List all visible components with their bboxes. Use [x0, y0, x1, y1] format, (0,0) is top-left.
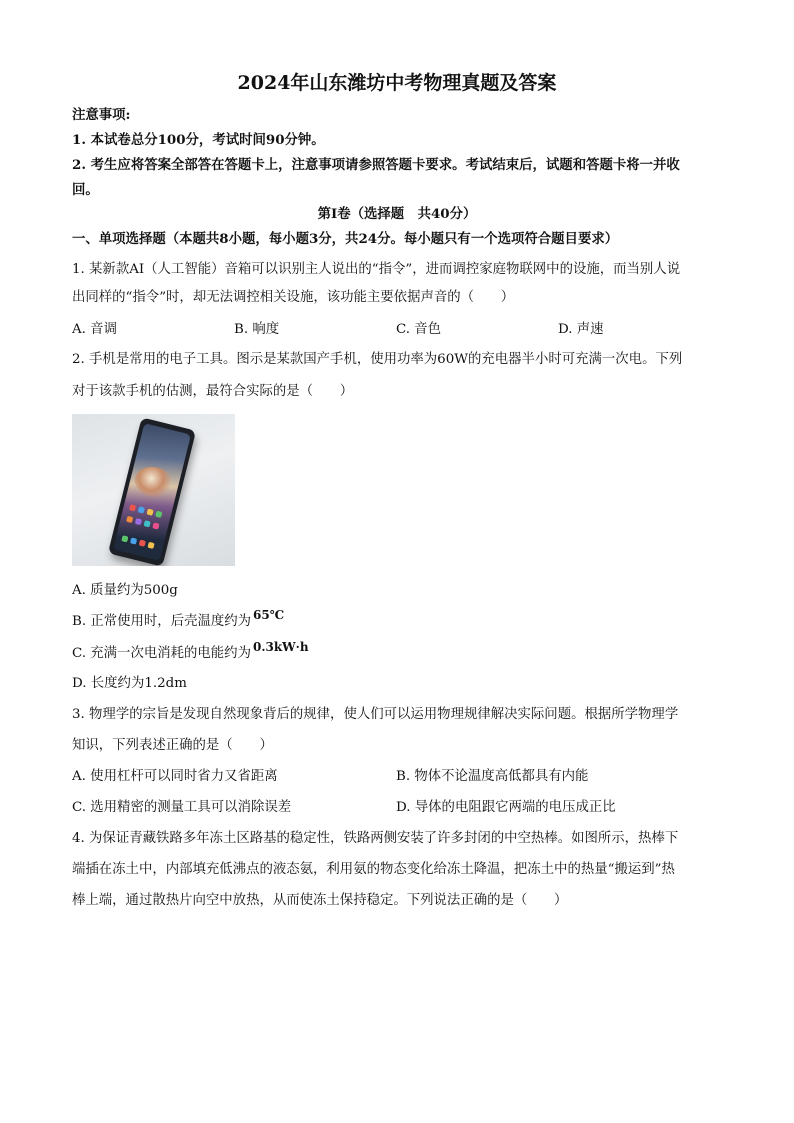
phone-photo [72, 414, 235, 566]
question-1-line-1: 1. 某新款AI（人工智能）音箱可以识别主人说出的“指令”，进而调控家庭物联网中的设施，而当别人说 [72, 262, 681, 277]
question-1-line-2: 出同样的“指令”时，却无法调控相关设施，该功能主要依据声音的（ ） [72, 290, 515, 305]
question-3-option-c: C. 选用精密的测量工具可以消除误差 [72, 800, 292, 815]
question-2-option-b-formula: 65℃ [253, 608, 285, 622]
part-heading: 第Ⅰ卷（选择题 共40分） [317, 206, 477, 222]
question-1-option-d: D. 声速 [558, 322, 604, 337]
notice-item-2-line-1: 2. 考生应将答案全部答在答题卡上，注意事项请参照答题卡要求。考试结束后，试题和答题卡将一并收 [72, 157, 680, 173]
question-2-option-c [72, 640, 309, 663]
question-4-line-2: 端插在冻土中，内部填充低沸点的液态氨，利用氨的物态变化给冻土降温，把冻土中的热量“搬运到”热 [72, 862, 675, 877]
question-1-option-a: A. 音调 [72, 322, 117, 337]
question-3-line-2: 知识，下列表述正确的是（ ） [72, 738, 273, 753]
question-3-option-a: A. 使用杠杆可以同时省力又省距离 [72, 769, 278, 784]
notice-item-1: 1. 本试卷总分100分，考试时间90分钟。 [72, 132, 325, 148]
question-2-option-c-text: C. 充满一次电消耗的电能约为 [72, 646, 251, 661]
section-heading: 一、单项选择题（本题共8小题，每小题3分，共24分。每小题只有一个选项符合题目要求） [72, 231, 619, 247]
question-2-option-d: D. 长度约为1.2dm [72, 676, 187, 691]
question-1-option-c: C. 音色 [396, 322, 442, 337]
question-2-option-c-formula: 0.3kW·h [252, 640, 309, 654]
notice-heading: 注意事项: [72, 107, 131, 123]
question-1-options [72, 321, 732, 339]
question-2-line-1: 2. 手机是常用的电子工具。图示是某款国产手机，使用功率为60W的充电器半小时可充满一次电。下列 [72, 352, 683, 367]
question-3-options-row-1 [72, 768, 732, 786]
question-4-line-3: 棒上端，通过散热片向空中放热，从而使冻土保持稳定。下列说法正确的是（ ） [72, 893, 568, 908]
question-2-option-a: A. 质量约为500g [72, 583, 178, 598]
question-4-line-1: 4. 为保证青藏铁路多年冻土区路基的稳定性，铁路两侧安装了许多封闭的中空热棒。如图所示，热棒下 [72, 831, 679, 846]
question-1-option-b: B. 响度 [234, 322, 280, 337]
question-3-option-d: D. 导体的电阻跟它两端的电压成正比 [396, 800, 616, 815]
notice-item-2-line-2: 回。 [72, 182, 99, 198]
question-2-option-b-text: B. 正常使用时，后壳温度约为 [72, 614, 252, 629]
page-title: 2024年山东潍坊中考物理真题及答案 [237, 72, 557, 94]
question-3-options-row-2 [72, 799, 732, 817]
question-2-line-2: 对于该款手机的估测，最符合实际的是（ ） [72, 384, 354, 399]
question-3-option-b: B. 物体不论温度高低都具有内能 [396, 769, 589, 784]
question-2-option-b [72, 608, 285, 631]
question-3-line-1: 3. 物理学的宗旨是发现自然现象背后的规律，使人们可以运用物理规律解决实际问题。根据所学物理学 [72, 707, 679, 722]
phone-illustration [108, 417, 196, 566]
